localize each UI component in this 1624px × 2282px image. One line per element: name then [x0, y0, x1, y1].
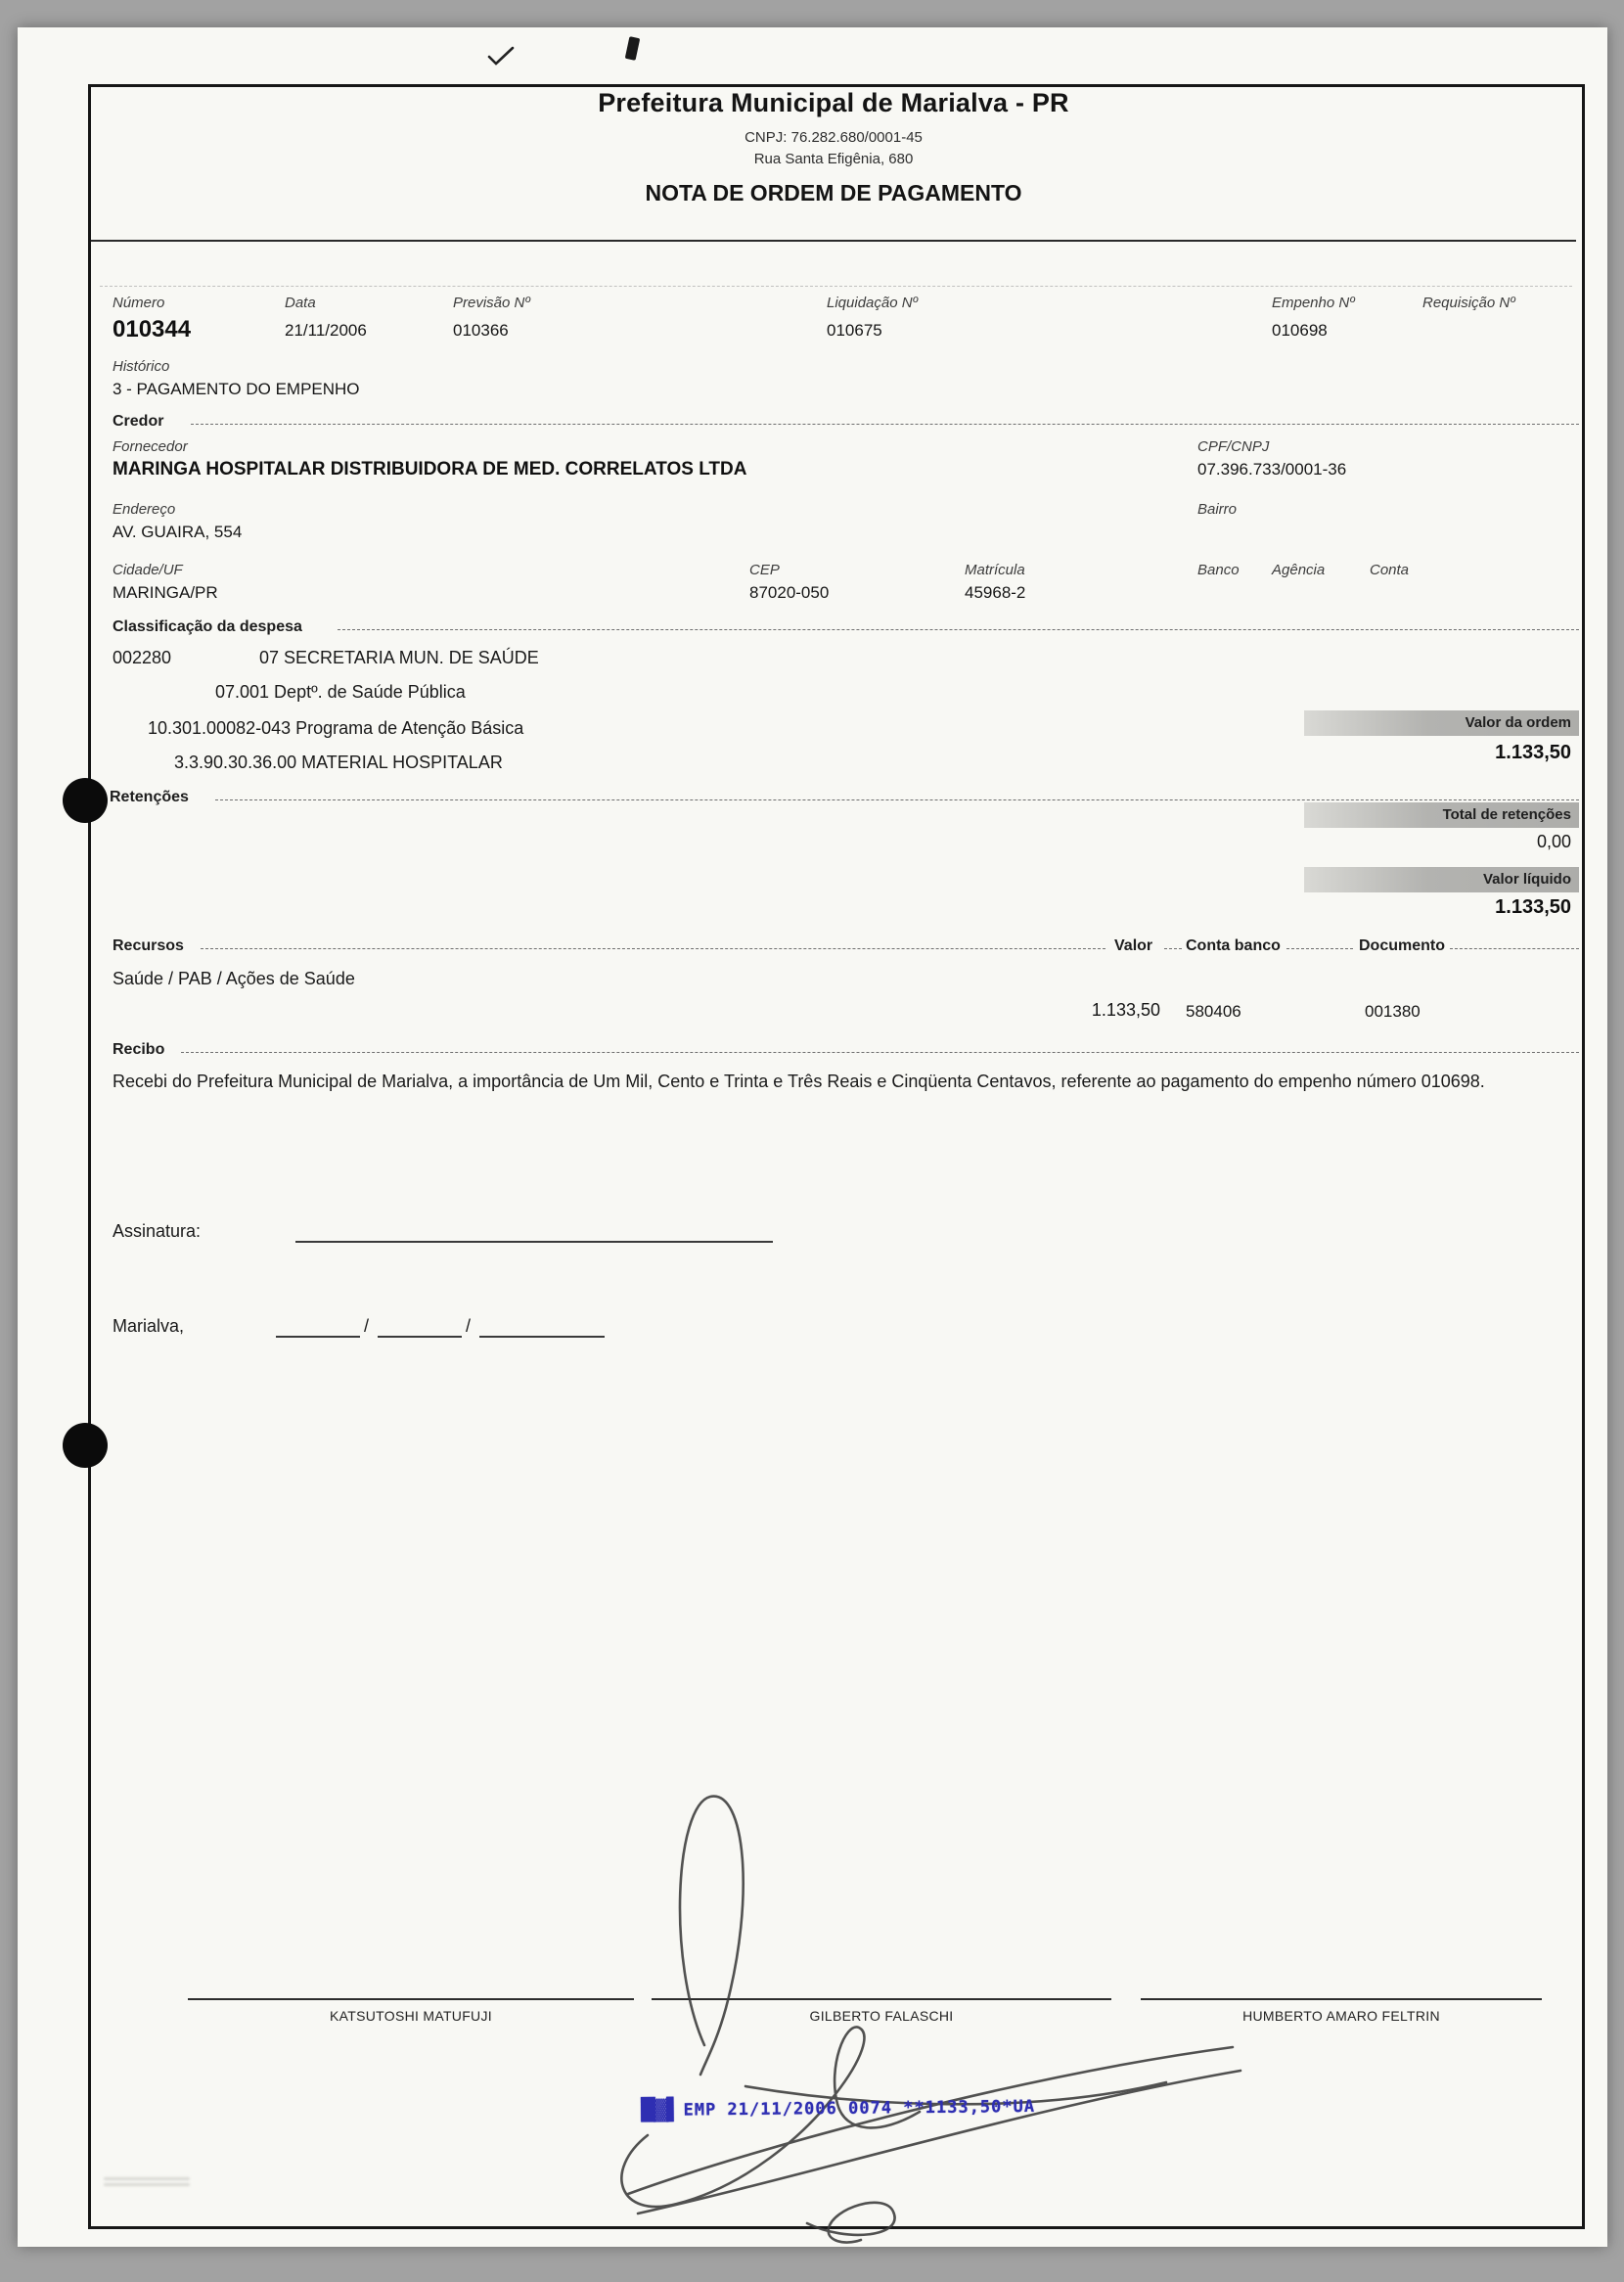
page-title: Prefeitura Municipal de Marialva - PR — [598, 88, 1069, 117]
recibo-rule — [181, 1052, 1579, 1053]
recursos-rule-1 — [201, 948, 1105, 949]
credor-rule — [191, 424, 1579, 425]
data-value: 21/11/2006 — [285, 321, 367, 340]
date-blank-month — [378, 1318, 462, 1338]
numero-value: 010344 — [113, 316, 192, 342]
assinatura-blank-line — [295, 1223, 773, 1243]
historico-label: Histórico — [113, 358, 170, 375]
historico-value: 3 - PAGAMENTO DO EMPENHO — [113, 380, 360, 398]
matricula-value: 45968-2 — [965, 583, 1026, 602]
bank-validation-stamp — [641, 2094, 1035, 2122]
valor-liquido-bar: Valor líquido — [1304, 867, 1579, 892]
section-recursos: Recursos — [113, 937, 184, 954]
requisicao-label: Requisição Nº — [1422, 295, 1515, 311]
recursos-conta-label: Conta banco — [1186, 937, 1281, 954]
classificacao-line: 3.3.90.30.36.00 MATERIAL HOSPITALAR — [174, 753, 503, 772]
recursos-documento-label: Documento — [1359, 937, 1445, 954]
numero-label: Número — [113, 295, 165, 311]
conta-label: Conta — [1370, 562, 1410, 578]
endereco-label: Endereço — [113, 501, 176, 518]
valor-ordem-bar: Valor da ordem — [1304, 710, 1579, 736]
hole-punch-bottom — [63, 1423, 108, 1468]
bairro-label: Bairro — [1197, 501, 1238, 518]
section-retencoes: Retenções — [110, 789, 189, 805]
total-retencoes-bar: Total de retenções — [1304, 802, 1579, 828]
assinatura-label: Assinatura: — [113, 1221, 202, 1241]
data-label: Data — [285, 295, 316, 311]
recursos-conta-value: 580406 — [1186, 1002, 1241, 1021]
signature-line-1 — [188, 1998, 634, 2000]
recursos-rule-4 — [1450, 948, 1579, 949]
empenho-label: Empenho Nº — [1272, 295, 1355, 311]
endereco-value: AV. GUAIRA, 554 — [113, 523, 243, 541]
retencoes-rule — [215, 799, 1579, 800]
recibo-text: Recebi do Prefeitura Municipal de Marialva, a importância de Um Mil, Cento e Trinta e Três Reais e Cinqüenta Centavos, referente ao pagamento do empenho número 010698. — [113, 1072, 1485, 1091]
faint-rule — [100, 286, 1572, 287]
stamp-text: EMP 21/11/2006 0074 **1133,50*UA — [683, 2096, 1036, 2121]
classificacao-line: 10.301.00082-043 Programa de Atenção Básica — [148, 718, 524, 738]
signer-name-2: GILBERTO FALASCHI — [809, 2008, 954, 2024]
stamp-logo-mark: █▓▌ — [640, 2097, 680, 2122]
cidadeuf-label: Cidade/UF — [113, 562, 183, 578]
recursos-fonte: Saúde / PAB / Ações de Saúde — [113, 969, 355, 988]
fornecedor-label: Fornecedor — [113, 438, 188, 455]
liquidacao-label: Liquidação Nº — [827, 295, 919, 311]
date-slash: / — [466, 1316, 472, 1336]
valor-ordem-value: 1.133,50 — [1495, 742, 1571, 763]
cep-label: CEP — [749, 562, 780, 578]
empenho-value: 010698 — [1272, 321, 1328, 340]
section-recibo: Recibo — [113, 1041, 165, 1058]
pen-mark — [486, 45, 516, 68]
liquidacao-value: 010675 — [827, 321, 882, 340]
date-blank-year — [479, 1318, 605, 1338]
agencia-label: Agência — [1272, 562, 1326, 578]
cpfcnpj-label: CPF/CNPJ — [1197, 438, 1270, 455]
document-title: NOTA DE ORDEM DE PAGAMENTO — [645, 180, 1022, 205]
date-blank-day — [276, 1318, 360, 1338]
cidadeuf-value: MARINGA/PR — [113, 583, 218, 602]
hole-punch-top — [63, 778, 108, 823]
previsao-value: 010366 — [453, 321, 509, 340]
recursos-documento-value: 001380 — [1365, 1002, 1421, 1021]
recursos-rule-3 — [1286, 948, 1353, 949]
recursos-rule-2 — [1164, 948, 1182, 949]
section-classificacao: Classificação da despesa — [113, 618, 302, 635]
matricula-label: Matrícula — [965, 562, 1025, 578]
faint-print-artifact — [104, 2174, 190, 2189]
cep-value: 87020-050 — [749, 583, 830, 602]
valor-liquido-value: 1.133,50 — [1495, 896, 1571, 918]
recursos-valor-value: 1.133,50 — [1091, 1000, 1160, 1020]
classificacao-line: 07.001 Deptº. de Saúde Pública — [215, 682, 466, 702]
header-rule — [91, 240, 1576, 242]
handwritten-signature — [607, 1781, 1242, 2251]
classificacao-line-code: 002280 — [113, 648, 172, 667]
local-data-label: Marialva, — [113, 1316, 185, 1336]
recursos-valor-label: Valor — [1114, 937, 1153, 954]
total-retencoes-value: 0,00 — [1536, 832, 1571, 851]
signer-name-3: HUMBERTO AMARO FELTRIN — [1242, 2008, 1440, 2024]
classificacao-line: 07 SECRETARIA MUN. DE SAÚDE — [259, 648, 539, 667]
classificacao-rule — [338, 629, 1579, 630]
date-slash: / — [364, 1316, 370, 1336]
cpfcnpj-value: 07.396.733/0001-36 — [1197, 460, 1347, 479]
section-credor: Credor — [113, 413, 164, 430]
previsao-label: Previsão Nº — [453, 295, 530, 311]
fornecedor-value: MARINGA HOSPITALAR DISTRIBUIDORA DE MED. CORRELATOS LTDA — [113, 459, 747, 479]
org-cnpj: CNPJ: 76.282.680/0001-45 — [744, 129, 923, 146]
org-address: Rua Santa Efigênia, 680 — [753, 151, 914, 167]
signer-name-1: KATSUTOSHI MATUFUJI — [330, 2008, 492, 2024]
banco-label: Banco — [1197, 562, 1240, 578]
